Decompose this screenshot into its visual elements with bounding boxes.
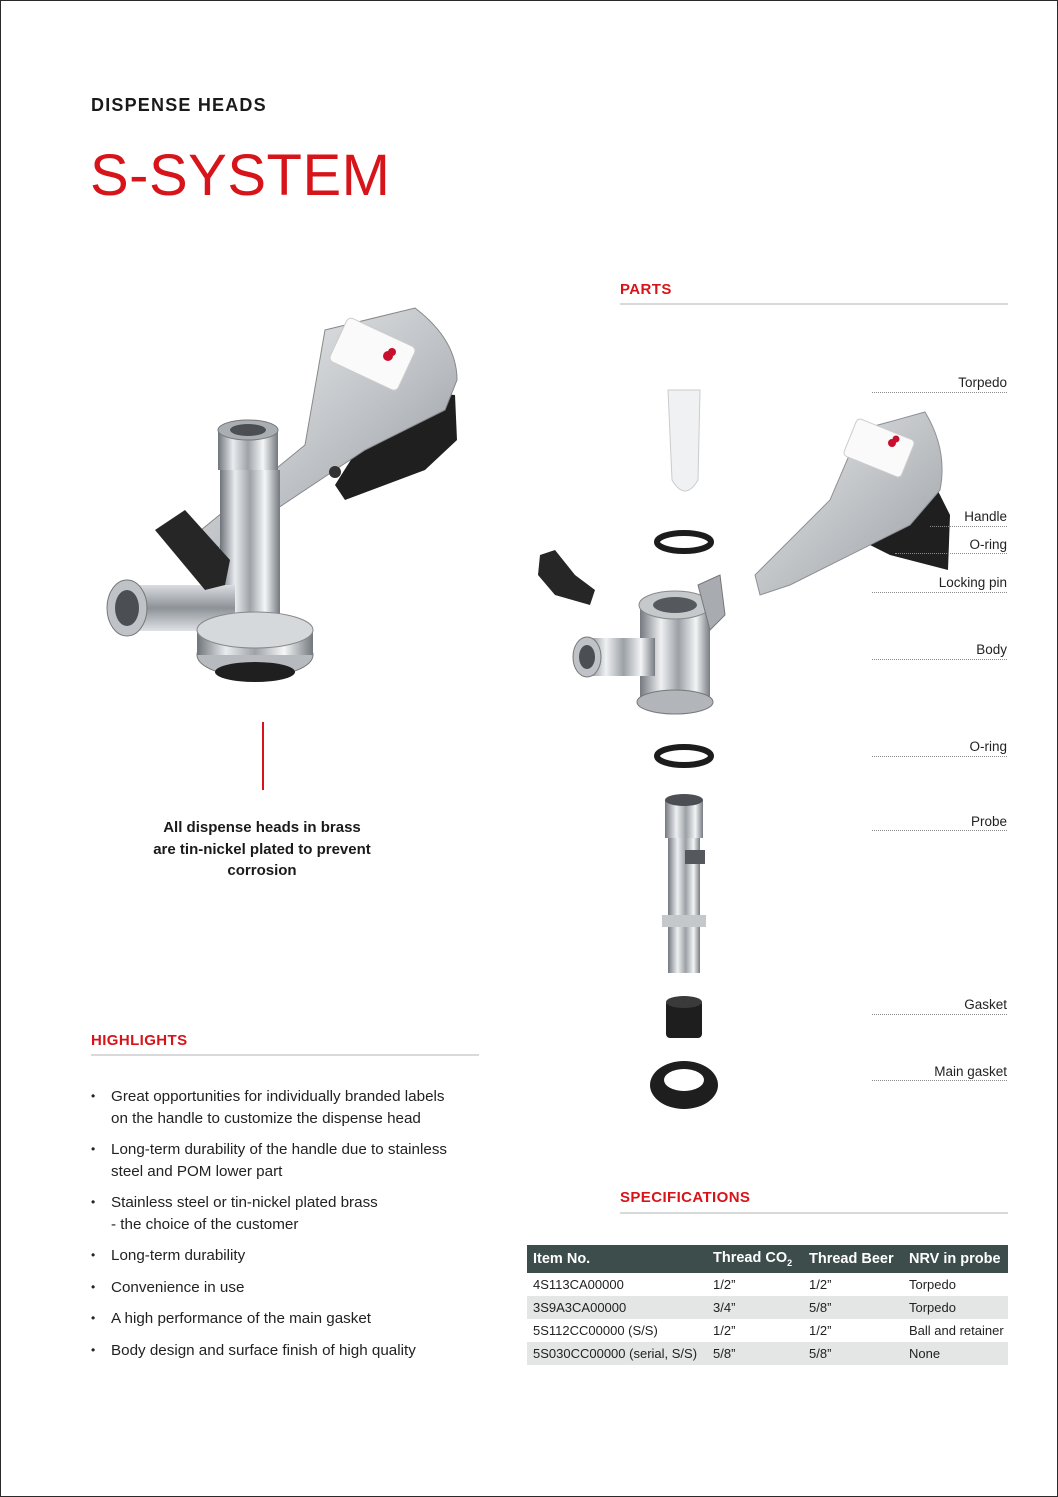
cell-thread-beer: 1/2” — [809, 1323, 832, 1338]
parts-rule — [620, 303, 1008, 305]
cell-item-no: 4S113CA00000 — [533, 1277, 624, 1292]
bullet-icon: • — [91, 1342, 96, 1357]
cell-nrv: Ball and retainer — [909, 1323, 1004, 1338]
cell-thread-beer: 5/8” — [803, 1342, 903, 1365]
leader-line — [872, 830, 1007, 831]
cell-nrv: None — [903, 1342, 1008, 1365]
leader-line — [872, 756, 1007, 757]
leader-line — [930, 526, 1007, 527]
bullet-icon: • — [91, 1279, 96, 1294]
list-item: • Long-term durability — [91, 1245, 486, 1267]
eyebrow-heading: DISPENSE HEADS — [91, 95, 267, 115]
leader-line — [872, 592, 1007, 593]
part-label-body: Body — [976, 642, 1007, 657]
cell-thread-co2: 5/8” — [707, 1342, 803, 1365]
list-item: • A high performance of the main gasket — [91, 1308, 486, 1330]
leader-line — [872, 392, 1007, 393]
list-item: • Body design and surface finish of high quality — [91, 1340, 486, 1362]
cell-thread-beer: 1/2” — [809, 1277, 832, 1292]
table-row — [527, 1296, 1008, 1319]
table-row — [527, 1273, 1008, 1296]
dispense-head-illustration — [95, 300, 465, 700]
specifications-heading: SPECIFICATIONS — [620, 1189, 751, 1206]
bullet-icon: • — [91, 1248, 96, 1262]
cell-nrv: Torpedo — [903, 1296, 1008, 1319]
column-header-thread-co2: Thread $CO_2$ — [707, 1245, 803, 1273]
cell-item-no: 5S030CC00000 (serial, S/S) — [527, 1342, 707, 1365]
cell-thread-co2: 1/2” — [713, 1277, 736, 1292]
part-label-probe: Probe — [970, 814, 1007, 829]
table-row — [527, 1342, 1008, 1365]
leader-line — [872, 1080, 1007, 1081]
part-label-locking-pin: Locking pin — [938, 575, 1007, 590]
cell-item-no: 5S112CC00000 (S/S) — [533, 1323, 658, 1338]
column-header-thread-beer: Thread Beer — [803, 1245, 903, 1273]
bullet-icon: • — [91, 1089, 96, 1103]
page-title: S-SYSTEM — [90, 143, 391, 208]
part-label-o-ring-bottom: O-ring — [969, 739, 1007, 754]
cell-nrv: Torpedo — [909, 1277, 956, 1292]
part-label-handle: Handle — [964, 509, 1007, 524]
caption-accent-line — [262, 722, 264, 790]
list-item: • Great opportunities for individually branded labels on the handle to customize the dispense head — [91, 1088, 445, 1127]
table-header-row — [527, 1245, 1008, 1273]
leader-line — [895, 553, 1007, 554]
leader-line — [872, 1014, 1007, 1015]
cell-thread-beer: 5/8” — [803, 1296, 903, 1319]
part-label-gasket: Gasket — [964, 997, 1007, 1012]
bullet-icon: • — [91, 1195, 96, 1209]
highlights-rule — [91, 1054, 479, 1056]
part-label-torpedo: Torpedo — [958, 375, 1007, 390]
part-label-o-ring-top: O-ring — [969, 537, 1007, 552]
part-label-main-gasket: Main gasket — [934, 1064, 1007, 1079]
table-row — [527, 1319, 1008, 1342]
specifications-rule — [620, 1212, 1008, 1214]
specifications-table — [527, 1245, 1008, 1365]
image-caption: All dispense heads in brass are tin-nickel plated to prevent corrosion — [153, 819, 371, 879]
cell-thread-co2: 1/2” — [713, 1323, 736, 1338]
column-header-item-no: Item No. — [527, 1245, 707, 1273]
list-item: • Convenience in use — [91, 1277, 486, 1299]
cell-item-no: 3S9A3CA00000 — [527, 1296, 707, 1319]
leader-line — [872, 659, 1007, 660]
parts-heading: PARTS — [620, 281, 672, 298]
list-item: • Stainless steel or tin-nickel plated brass - the choice of the customer — [91, 1194, 378, 1233]
list-item: • Long-term durability of the handle due to stainless steel and POM lower part — [91, 1141, 448, 1180]
cell-thread-co2: 3/4” — [707, 1296, 803, 1319]
bullet-icon: • — [91, 1311, 96, 1325]
column-header-nrv-in-probe: NRV in probe — [903, 1245, 1008, 1273]
highlights-heading: HIGHLIGHTS — [91, 1032, 188, 1049]
bullet-icon: • — [91, 1142, 96, 1156]
highlights-list — [91, 1086, 486, 1371]
